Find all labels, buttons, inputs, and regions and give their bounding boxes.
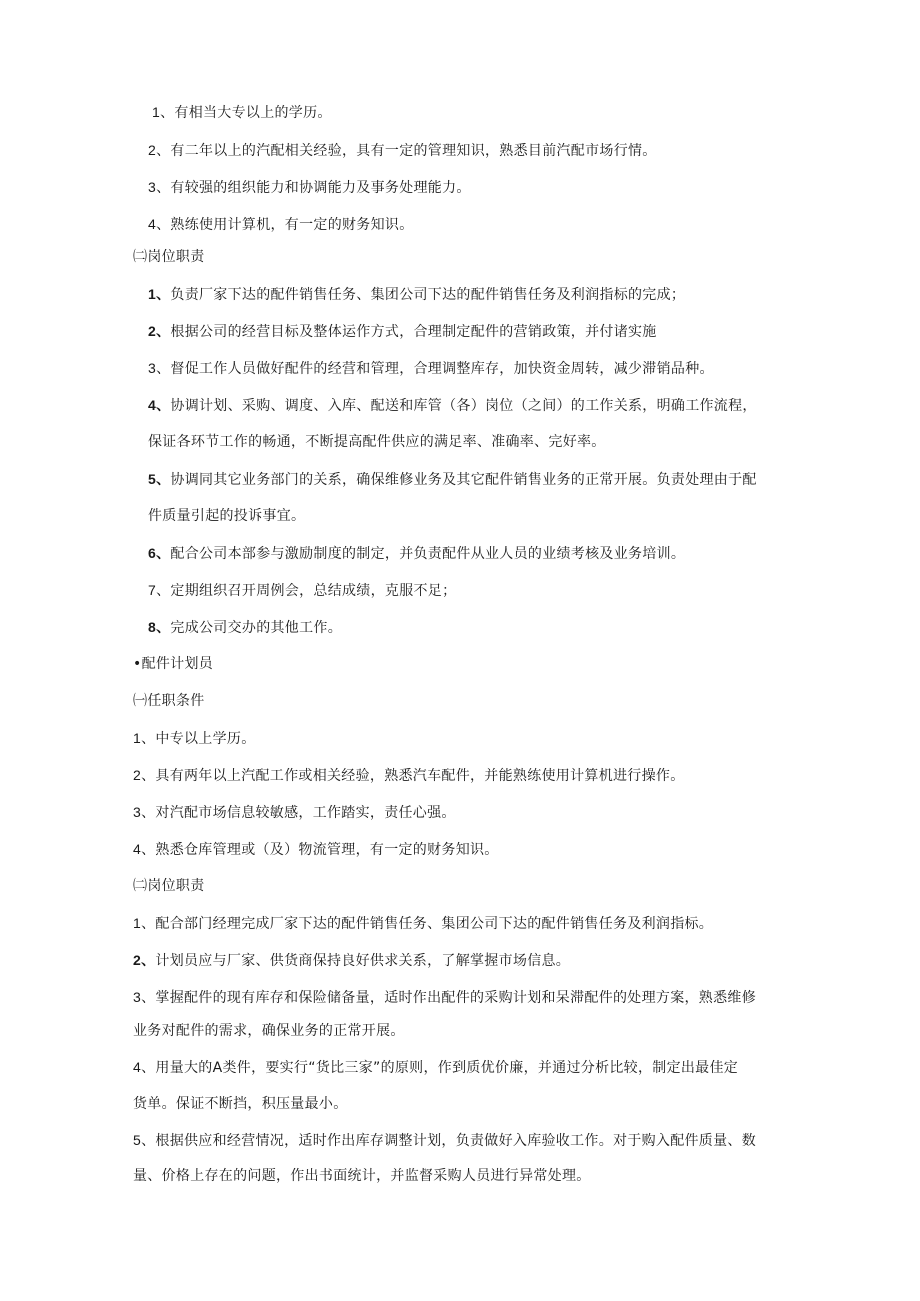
item-number: 2、 — [148, 142, 171, 158]
item-text: 熟练使用计算机，有一定的财务知识。 — [170, 217, 414, 233]
item-text: 协调计划、采购、调度、入库、配送和库管（各）岗位（之间）的工作关系，明确工作流程， — [170, 398, 757, 414]
planner-duty-item-3-cont — [133, 1022, 405, 1040]
item-number: 4、 — [133, 841, 156, 857]
duty-item-4 — [148, 396, 757, 415]
duty-item-8 — [148, 618, 342, 637]
item-text: 根据供应和经营情况，适时作出库存调整计划，负责做好入库验收工作。对于购入配件质量、数 — [155, 1133, 756, 1149]
item-number: 5、 — [133, 1132, 156, 1148]
duty-item-1 — [148, 285, 685, 304]
item-number: 6、 — [148, 545, 171, 561]
item-number: 3、 — [148, 360, 171, 376]
item-number: 1、 — [152, 104, 175, 120]
bullet-icon: • — [133, 656, 142, 672]
item-text: 业务对配件的需求，确保业务的正常开展。 — [133, 1023, 405, 1039]
item-text: 计划员应与厂家、供货商保持良好供求关系，了解掌握市场信息。 — [155, 953, 571, 969]
duty-item-4-cont — [148, 433, 606, 451]
planner-duty-item-5 — [133, 1131, 756, 1150]
item-number: 3、 — [133, 804, 156, 820]
role-title: 配件计划员 — [141, 656, 214, 672]
section-number: ㈡ — [133, 878, 148, 894]
item-text: 对汽配市场信息较敏感，工作踏实，责任心强。 — [155, 805, 456, 821]
planner-duty-item-1 — [133, 914, 713, 933]
req-item-1 — [152, 103, 332, 122]
section-number: ㈡ — [133, 249, 148, 265]
item-text: 定期组织召开周例会，总结成绩，克服不足； — [170, 583, 457, 599]
item-number: 4、 — [148, 397, 171, 413]
item-number: 2、 — [133, 767, 156, 783]
item-text: 用量大的A类件，要实行“货比三家”的原则，作到质优价廉，并通过分析比较，制定出最佳定 — [155, 1060, 739, 1076]
item-text: 督促工作人员做好配件的经营和管理，合理调整库存，加快资金周转，减少滞销品种。 — [170, 361, 714, 377]
item-text: 配合公司本部参与激励制度的制定，并负责配件从业人员的业绩考核及业务培训。 — [170, 546, 686, 562]
planner-duty-item-4 — [133, 1058, 738, 1077]
item-text: 配合部门经理完成厂家下达的配件销售任务、集团公司下达的配件销售任务及利润指标。 — [155, 916, 714, 932]
req-item-4 — [148, 215, 414, 234]
section-heading-planner-duties — [133, 877, 205, 895]
item-text: 货单。保证不断挡，积压量最小。 — [133, 1096, 348, 1112]
req-item-2 — [148, 141, 657, 160]
duty-item-7 — [148, 581, 456, 600]
item-number: 4、 — [148, 216, 171, 232]
item-number: 7、 — [148, 582, 171, 598]
item-text: 保证各环节工作的畅通，不断提高配件供应的满足率、准确率、完好率。 — [148, 434, 606, 450]
item-text: 件质量引起的投诉事宜。 — [148, 508, 306, 524]
item-number: 8、 — [148, 619, 171, 635]
item-number: 2、 — [148, 323, 171, 339]
item-text: 中专以上学历。 — [155, 731, 256, 747]
item-number: 3、 — [133, 989, 156, 1005]
section-title: 任职条件 — [147, 693, 205, 709]
item-number: 1、 — [133, 915, 156, 931]
section-heading-duties — [133, 248, 205, 266]
item-number: 1、 — [148, 286, 171, 302]
duty-item-5 — [148, 470, 757, 489]
item-text: 掌握配件的现有库存和保险储备量，适时作出配件的采购计划和呆滞配件的处理方案，熟悉维修 — [155, 990, 756, 1006]
item-text: 根据公司的经营目标及整体运作方式，合理制定配件的营销政策，并付诸实施 — [170, 324, 657, 340]
duty-item-5-cont — [148, 507, 305, 525]
item-text: 协调同其它业务部门的关系，确保维修业务及其它配件销售业务的正常开展。负责处理由于配 — [170, 472, 757, 488]
planner-duty-item-2 — [133, 951, 570, 970]
item-number: 2、 — [133, 952, 156, 968]
planner-duty-item-3 — [133, 988, 756, 1007]
item-text: 熟悉仓库管理或（及）物流管理，有一定的财务知识。 — [155, 842, 499, 858]
item-number: 5、 — [148, 471, 171, 487]
item-text: 量、价格上存在的问题，作出书面统计，并监督采购人员进行异常处理。 — [133, 1168, 591, 1184]
item-text: 有相当大专以上的学历。 — [174, 105, 332, 121]
section-title: 岗位职责 — [147, 878, 205, 894]
duty-item-2 — [148, 322, 657, 341]
item-text: 有二年以上的汽配相关经验，具有一定的管理知识，熟悉目前汽配市场行情。 — [170, 143, 657, 159]
item-number: 4、 — [133, 1059, 156, 1075]
planner-req-item-2 — [133, 766, 685, 785]
planner-req-item-4 — [133, 840, 499, 859]
item-text: 负责厂家下达的配件销售任务、集团公司下达的配件销售任务及利润指标的完成； — [170, 287, 686, 303]
planner-req-item-3 — [133, 803, 456, 822]
role-heading-parts-planner — [133, 655, 213, 673]
item-text: 具有两年以上汽配工作或相关经验，熟悉汽车配件，并能熟练使用计算机进行操作。 — [155, 768, 685, 784]
section-heading-qualifications — [133, 692, 205, 710]
item-text: 有较强的组织能力和协调能力及事务处理能力。 — [170, 180, 471, 196]
duty-item-3 — [148, 359, 714, 378]
planner-req-item-1 — [133, 729, 256, 748]
section-title: 岗位职责 — [147, 249, 205, 265]
item-number: 3、 — [148, 179, 171, 195]
section-number: ㈠ — [133, 693, 148, 709]
req-item-3 — [148, 178, 471, 197]
duty-item-6 — [148, 544, 685, 563]
planner-duty-item-4-cont — [133, 1095, 348, 1113]
item-text: 完成公司交办的其他工作。 — [170, 620, 342, 636]
item-number: 1、 — [133, 730, 156, 746]
planner-duty-item-5-cont — [133, 1167, 591, 1185]
